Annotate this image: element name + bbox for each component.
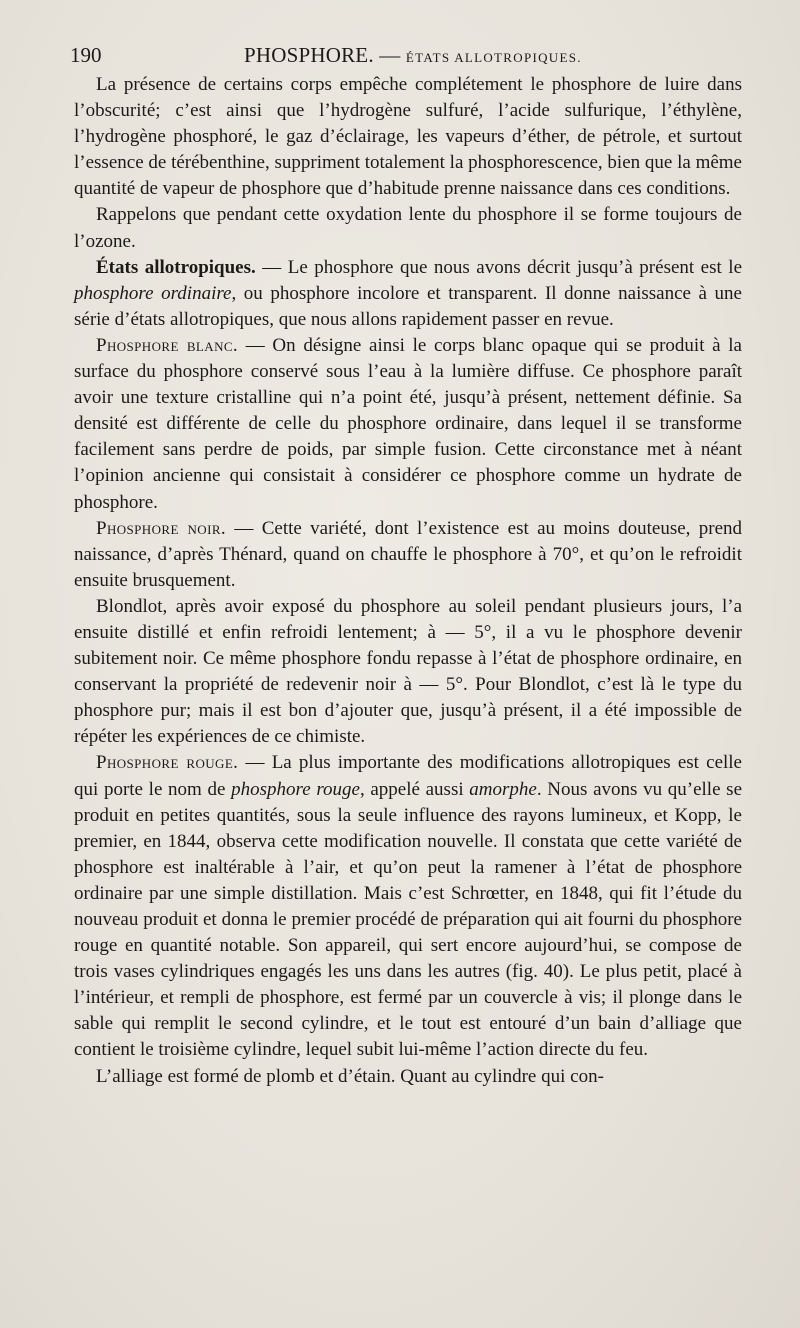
page-number: 190 [70,43,102,67]
running-head [244,41,582,72]
paragraph-2: Rappelons que pendant cette oxydation lente du phosphore il se forme toujours de l’ozone. [74,204,742,252]
italic-phosphore-ordinaire: phosphore ordinaire [74,282,232,304]
running-head-subtitle: ÉTATS ALLOTROPIQUES. [405,50,582,65]
section-heading-allotropic-states: États allotropiques. [96,256,256,278]
paragraph-1: La présence de certains corps empêche complétement le phosphore de luire dans l’obscurité; c’est ainsi que l’hydrogène sulfuré, l’acide sulfurique, l’éthylène, l’hydrogène phosphoré, le gaz d’éclairage, les vapeurs d’éther, de pétrole, et surtout l’essence de térébenthine, suppriment totalement la phosphorescence, bien que la même quantité de vapeur de phosphore que d’habitude prenne naissance dans ces conditions. [74,74,742,200]
paragraph-7-text-b: , appelé aussi [359,778,470,800]
italic-amorphe: amorphe [469,778,537,800]
paragraph-5 [74,516,742,594]
paragraph-5-text: — Cette variété, dont l’existence est au moins douteuse, prend naissance, d’après Thénard, quand on chauffe le phosphore à 70°, et qu’on le refroidit ensuite brusquement. [74,517,743,591]
heading-phosphore-blanc: Phosphore blanc. [96,334,239,356]
page-header [70,41,750,69]
heading-phosphore-rouge: Phosphore rouge. [96,752,239,774]
paragraph-3-text-b: , ou phosphore incolore et transparent. Il donne naissance à une série d’états allotropiques, que nous allons rapidement passer en revue. [74,282,742,330]
body-text [74,72,742,1090]
paragraph-3-text-a: — Le phosphore que nous avons décrit jusqu’à présent est le [255,256,742,278]
paragraph-6: Blondlot, après avoir exposé du phosphore au soleil pendant plusieurs jours, l’a ensuite distillé et enfin refroidi lentement; à — 5°, il a vu le phosphore devenir subitement noir. Ce même phosphore fondu repasse à l’état de phosphore ordinaire, en conservant la propriété de redevenir noir à — 5°. Pour Blondlot, c’est là le type du phosphore pur; mais il est bon d’ajouter que, jusqu’à présent, il a été impossible de répéter les expériences de ce chimiste. [74,595,742,748]
paragraph-7-text-a: — La plus importante des modifications allotropiques est celle qui porte le nom de [74,752,742,800]
paragraph-8: L’alliage est formé de plomb et d’étain. Quant au cylindre qui con- [96,1065,604,1087]
paragraph-4-text: — On désigne ainsi le corps blanc opaque qui se produit à la surface du phosphore conservé sous l’eau à la lumière diffuse. Ce phosphore paraît avoir une texture cristalline qui n’a point été, jusqu’à présent, nettement définie. Sa densité est différente de celle du phosphore ordinaire, dans lequel il se transforme facilement sans perdre de poids, par simple fusion. Cette circonstance met à néant l’opinion ancienne qui consistait à considérer ce phosphore comme un hydrate de phosphore. [74,334,742,513]
paragraph-4 [74,333,742,516]
heading-phosphore-noir: Phosphore noir. [96,517,227,539]
running-head-title: PHOSPHORE. [244,43,374,67]
italic-phosphore-rouge: phosphore rouge [231,778,360,800]
running-head-dash: — [379,43,401,67]
paragraph-7-text-c: . Nous avons vu qu’elle se produit en petites quantités, sous la seule influence des rayons lumineux, et Kopp, le premier, en 1844, observa cette modification nouvelle. Il constata que cette variété de phosphore est inaltérable à l’air, et qu’on peut la ramener à l’état de phosphore ordinaire par une simple distillation. Mais c’est Schrœtter, en 1848, qui fit l’étude du nouveau produit et donna le premier procédé de préparation qui ait fourni du phosphore rouge en quantité notable. Son appareil, qui sert encore aujourd’hui, se compose de trois vases cylindriques engagés les uns dans les autres (fig. 40). Le plus petit, placé à l’intérieur, et rempli de phosphore, est fermé par un couvercle à vis; il plonge dans le sable qui remplit le second cylindre, et le tout est entouré d’un bain d’alliage que contient le troisième cylindre, lequel subit lui-même l’action directe du feu. [74,778,743,1061]
paragraph-3 [74,255,742,333]
paragraph-7 [74,750,742,1063]
